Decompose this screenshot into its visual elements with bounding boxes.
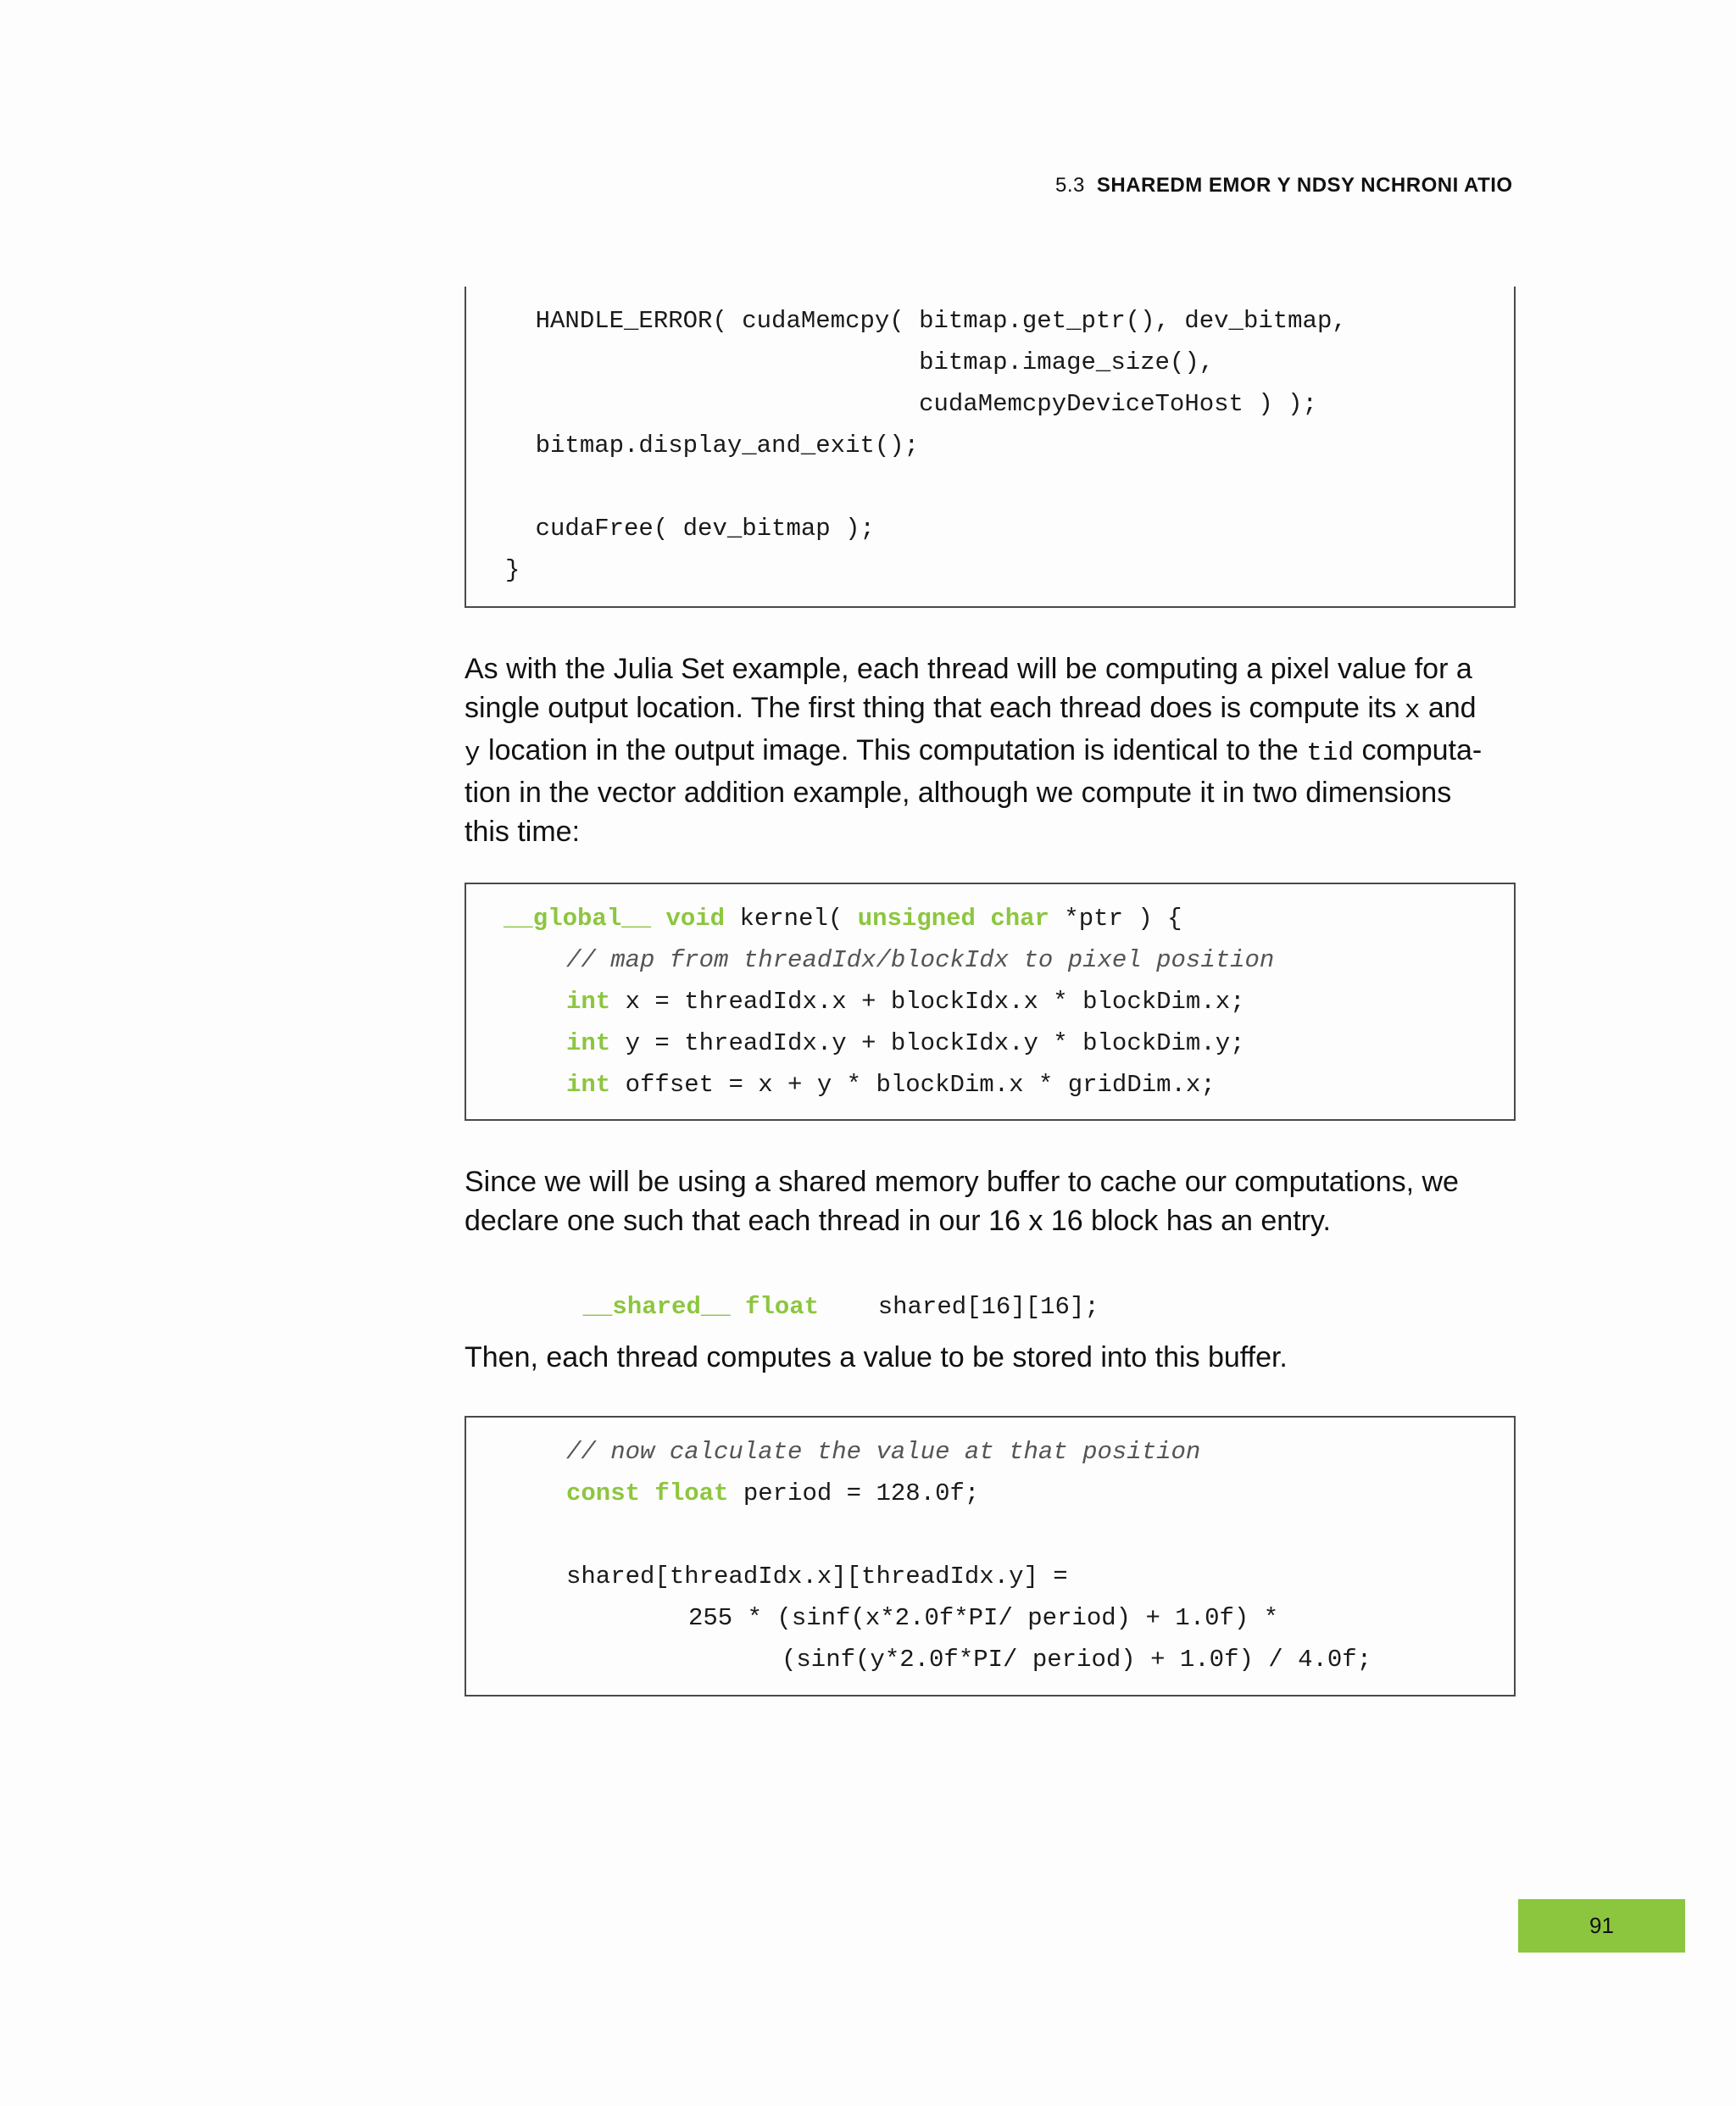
paragraph-line: As with the Julia Set example, each thread will be computing a pixel value for a [465,653,1472,685]
code-line: 255 * (sinf(x*2.0f*PI/ period) + 1.0f) * [688,1604,1279,1632]
code-line [566,1071,1216,1100]
inline-code-x: x [1404,696,1421,726]
keyword: unsigned char [857,905,1049,933]
keyword: void [665,905,726,933]
inline-code-y: y [465,738,481,768]
paragraph-1 [465,649,1520,851]
code-line: shared[threadIdx.x][threadIdx.y] = [566,1563,1068,1591]
keyword: __global__ [504,905,652,933]
code-line: bitmap.image_size(), [476,348,1215,376]
running-header [1055,174,1513,198]
section-number: 5.3 [1055,174,1085,197]
code-comment: // map from threadIdx/blockIdx to pixel position [566,946,1275,974]
text-run: computa- [1354,734,1483,766]
code-comment: // now calculate the value at that position [566,1438,1201,1466]
paragraph-line [465,688,1520,731]
paragraph-line: tion in the vector addition example, although we compute it in two dimensions [465,777,1452,809]
code-block-2 [465,883,1516,1121]
text-run: single output location. The first thing that each thread does is compute its [465,692,1405,724]
section-title: SHAREDM EMOR Y NDSY NCHRONI ATIO [1096,174,1513,197]
code-line: (sinf(y*2.0f*PI/ period) + 1.0f) / 4.0f; [782,1646,1372,1674]
code-text: kernel( [725,905,858,933]
text-run: location in the output image. This computation is identical to the [480,734,1307,766]
code-block-1 [465,287,1516,608]
code-text: *ptr ) { [1049,905,1182,933]
code-text: offset = x + y * blockDim.x * gridDim.x; [610,1071,1216,1099]
code-line: cudaFree( dev_bitmap ); [476,515,875,543]
paragraph-line: Then, each thread computes a value to be stored into this buffer. [465,1341,1288,1373]
keyword: int [566,988,611,1016]
paragraph-line: declare one such that each thread in our 16 x 16 block has an entry. [465,1205,1331,1237]
code-line: cudaMemcpyDeviceToHost ) ); [476,390,1317,418]
keyword: __shared__ [582,1293,731,1321]
text-run: and [1420,692,1477,724]
code-text: shared[16][16]; [877,1293,1099,1321]
paragraph-3 [465,1338,1520,1377]
code-line [566,1479,979,1508]
paragraph-line: Since we will be using a shared memory buffer to cache our computations, we [465,1166,1459,1198]
code-line: } [505,556,520,584]
code-text: period = 128.0f; [728,1479,980,1507]
code-line [566,988,1245,1017]
keyword: float [745,1293,820,1321]
code-text: y = threadIdx.y + blockIdx.y * blockDim.y; [610,1029,1245,1057]
code-line: bitmap.display_and_exit(); [476,432,920,460]
inline-code-tid: tid [1306,738,1355,768]
code-block-3 [465,1416,1516,1696]
keyword: int [566,1029,611,1057]
keyword: int [566,1071,611,1099]
paragraph-line: this time: [465,816,581,848]
code-text: x = threadIdx.x + blockIdx.x * blockDim.x; [610,988,1245,1016]
code-line: HANDLE_ERROR( cudaMemcpy( bitmap.get_ptr(), dev_bitmap, [476,307,1347,335]
keyword: const float [566,1479,729,1507]
paragraph-2 [465,1162,1520,1240]
paragraph-line [465,731,1520,773]
code-line [504,905,1182,933]
code-line [566,1029,1245,1058]
page-number: 91 [1518,1899,1685,1953]
